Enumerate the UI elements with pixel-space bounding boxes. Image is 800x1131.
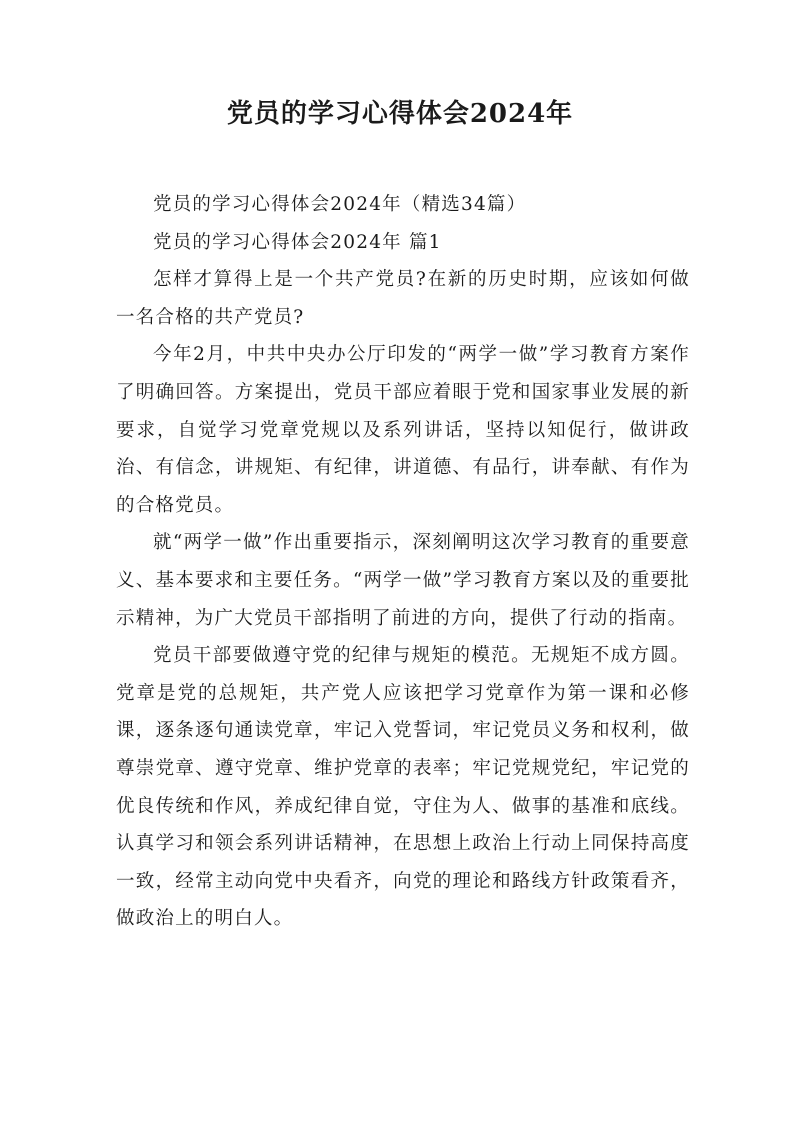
paragraph-section-heading: 党员的学习心得体会2024年 篇1 bbox=[153, 231, 442, 253]
paragraph: 党员干部要做遵守党的纪律与规矩的模范。无规矩不成方圆。党章是党的总规矩，共产党人应该把学习党章作为第一课和必修课，逐条逐句通读党章，牢记入党誓词，牢记党员义务和权利，做尊崇党章、遵守党章、维护党章的表率；牢记党规党纪，牢记党的优良传统和作风，养成纪律自觉，守住为人、做事的基准和底线。认真学习和领会系列讲话精神，在思想上政治上行动上同保持高度一致，经常主动向党中央看齐，向党的理论和路线方针政策看齐，做政治上的明白人。 bbox=[116, 645, 690, 930]
paragraph: 今年2月，中共中央办公厅印发的“两学一做”学习教育方案作了明确回答。方案提出，党员干部应着眼于党和国家事业发展的新要求，自觉学习党章党规以及系列讲话，坚持以知促行，做讲政治、有信念，讲规矩、有纪律，讲道德、有品行，讲奉献、有作为的合格党员。 bbox=[116, 344, 690, 516]
paragraph: 怎样才算得上是一个共产党员?在新的历史时期，应该如何做一名合格的共产党员? bbox=[116, 269, 690, 328]
paragraph: 就“两学一做”作出重要指示，深刻阐明这次学习教育的重要意义、基本要求和主要任务。“两学一做”学习教育方案以及的重要批示精神，为广大党员干部指明了前进的方向，提供了行动的指南。 bbox=[116, 532, 690, 629]
paragraph-subtitle: 党员的学习心得体会2024年（精选34篇） bbox=[153, 194, 527, 215]
document-body bbox=[116, 186, 690, 938]
document-title: 党员的学习心得体会2024年 bbox=[226, 99, 574, 129]
